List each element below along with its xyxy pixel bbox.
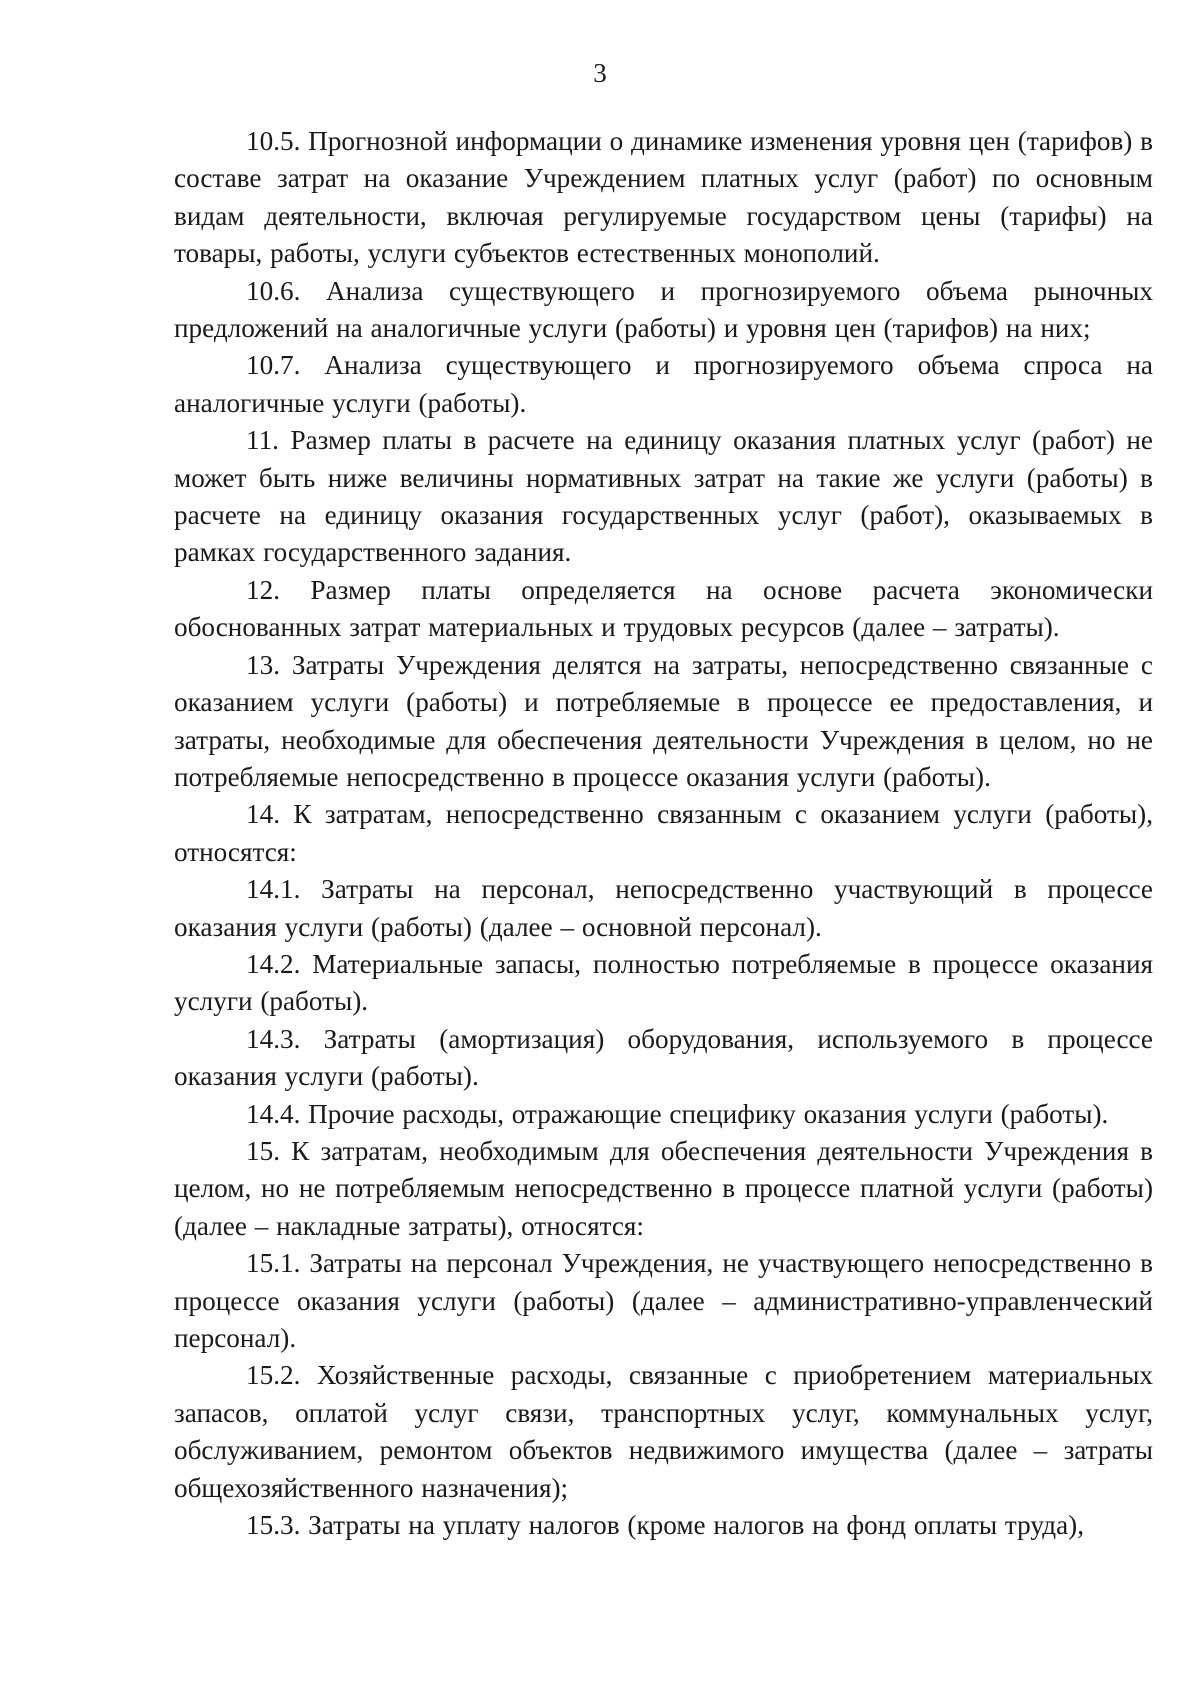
paragraph-15-3: 15.3. Затраты на уплату налогов (кроме налогов на фонд оплаты труда), <box>246 1510 1085 1541</box>
paragraph-15-2: 15.2. Хозяйственные расходы, связанные с приобретением материальных запасов, оплатой услуг связи, транспортных услуг, коммунальных услуг, обслуживанием, ремонтом объектов недвижимого имущества (далее – затраты общехозяйственного назначения); <box>174 1360 1153 1503</box>
paragraph-14-3: 14.3. Затраты (амортизация) оборудования, используемого в процессе оказания услуги (работы). <box>174 1023 1153 1092</box>
page-number: 3 <box>593 58 607 88</box>
paragraph-14-2: 14.2. Материальные запасы, полностью потребляемые в процессе оказания услуги (работы). <box>174 948 1153 1017</box>
paragraph-10-5: 10.5. Прогнозной информации о динамике изменения уровня цен (тарифов) в составе затрат на оказание Учреждением платных услуг (работ) по основным видам деятельности, включая регулируемые государством цены (тарифы) на товары, работы, услуги субъектов естественных монополий. <box>174 126 1153 269</box>
paragraph-14: 14. К затратам, непосредственно связанным с оказанием услуги (работы), относятся: <box>174 799 1153 867</box>
paragraph-10-7: 10.7. Анализа существующего и прогнозируемого объема спроса на аналогичные услуги (работы). <box>174 350 1153 418</box>
paragraph-10-6: 10.6. Анализа существующего и прогнозируемого объема рыночных предложений на аналогичные услуги (работы) и уровня цен (тарифов) на них; <box>174 275 1153 344</box>
paragraph-13: 13. Затраты Учреждения делятся на затраты, непосредственно связанные с оказанием услуги (работы) и потребляемые в процессе ее предоставления, и затраты, необходимые для обеспечения деятельности Учреждения в целом, но не потребляемые непосредственно в процессе оказания услуги (работы). <box>174 649 1153 792</box>
paragraph-15: 15. К затратам, необходимым для обеспечения деятельности Учреждения в целом, но не потребляемым непосредственно в процессе платной услуги (работы) (далее – накладные затраты), относятся: <box>174 1135 1153 1241</box>
paragraph-14-1: 14.1. Затраты на персонал, непосредственно участвующий в процессе оказания услуги (работы) (далее – основной персонал). <box>174 874 1153 942</box>
paragraph-15-1: 15.1. Затраты на персонал Учреждения, не участвующего непосредственно в процессе оказания услуги (работы) (далее – административно-управленческий персонал). <box>174 1248 1153 1353</box>
document-body <box>174 123 1153 1544</box>
paragraph-14-4: 14.4. Прочие расходы, отражающие специфику оказания услуги (работы). <box>246 1098 1109 1129</box>
paragraph-11: 11. Размер платы в расчете на единицу оказания платных услуг (работ) не может быть ниже величины нормативных затрат на такие же услуги (работы) в расчете на единицу оказания государственных услуг (работ), оказываемых в рамках государственного задания. <box>174 425 1153 568</box>
paragraph-12: 12. Размер платы определяется на основе расчета экономически обоснованных затрат материальных и трудовых ресурсов (далее – затраты). <box>174 574 1153 643</box>
